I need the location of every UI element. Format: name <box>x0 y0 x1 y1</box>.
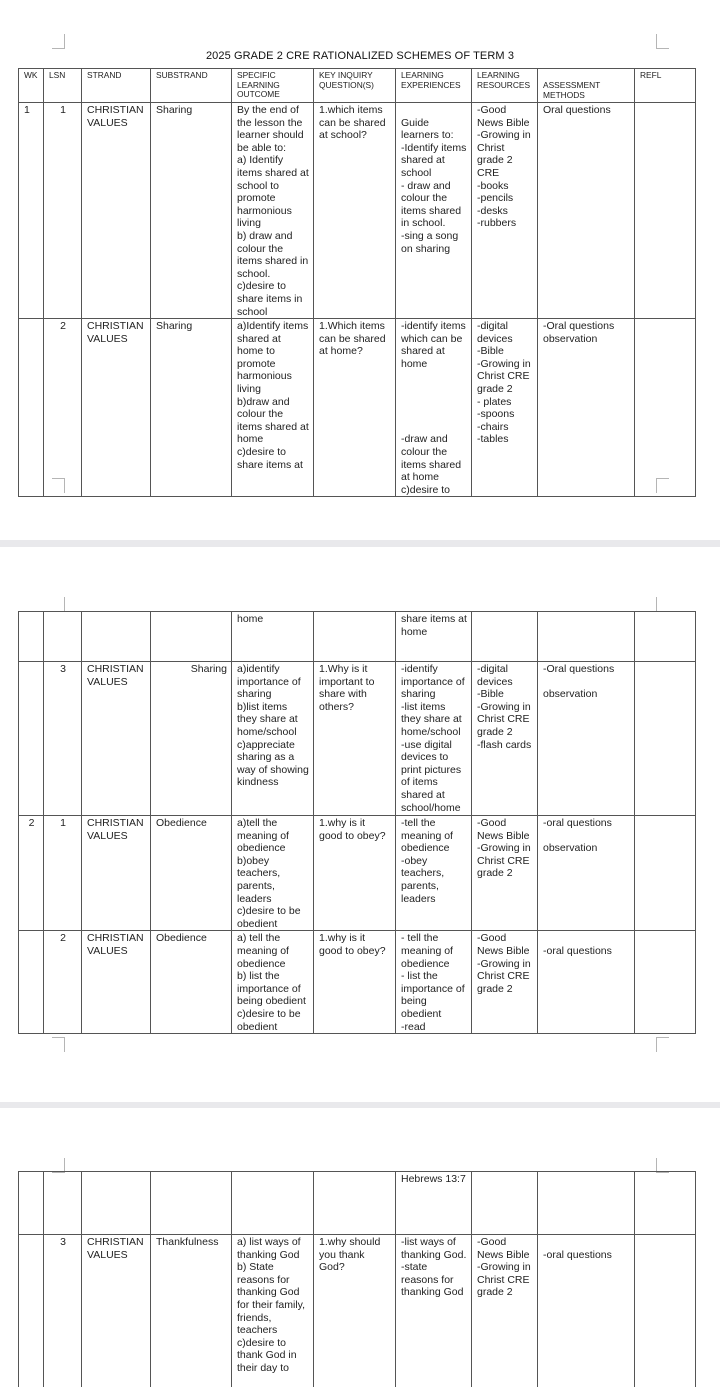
cell-outcome: a)tell the meaning of obedience b)obey teachers, parents, leaders c)desire to be obedient <box>232 816 314 931</box>
cell-assessment: -Oral questions observation <box>538 662 635 816</box>
cell-experiences: -list ways of thanking God. -state reasons for thanking God <box>396 1235 472 1387</box>
cell-strand: CHRISTIAN VALUES <box>82 816 151 931</box>
cell-experiences: - tell the meaning of obedience - list the importance of being obedient -read <box>396 931 472 1034</box>
cell-reflection <box>635 662 696 816</box>
cell-strand: CHRISTIAN VALUES <box>82 662 151 816</box>
cell-experiences: Guide learners to: -Identify items shared at school - draw and colour the items shared in school. -sing a song on sharing <box>396 103 472 319</box>
header-reflection: REFL <box>635 69 696 103</box>
cell-question <box>314 1172 396 1235</box>
cell-reflection <box>635 103 696 319</box>
cell-reflection <box>635 319 696 497</box>
cell-experiences: Hebrews 13:7 <box>396 1172 472 1235</box>
cell-lsn: 2 <box>44 931 82 1034</box>
cell-reflection <box>635 816 696 931</box>
cell-lsn <box>44 1172 82 1235</box>
page-1 <box>0 0 720 540</box>
cell-resources <box>472 612 538 662</box>
page-3 <box>0 1108 720 1387</box>
header-learning-resources: LEARNING RESOURCES <box>472 69 538 103</box>
cell-outcome: a)Identify items shared at home to promote harmonious living b)draw and colour the items shared at home c)desire to share items at <box>232 319 314 497</box>
cell-lsn: 1 <box>44 103 82 319</box>
cell-experiences: -identify importance of sharing -list items they share at home/school -use digital devices to print pictures of items shared at school/home <box>396 662 472 816</box>
page-2 <box>0 547 720 1102</box>
cell-question: 1.why is it good to obey? <box>314 816 396 931</box>
cell-lsn: 2 <box>44 319 82 497</box>
cell-assessment <box>538 612 635 662</box>
cell-assessment: Oral questions <box>538 103 635 319</box>
cell-wk <box>19 1172 44 1235</box>
cell-resources: -digital devices -Bible -Growing in Christ CRE grade 2 -flash cards <box>472 662 538 816</box>
header-learning-experiences: LEARNING EXPERIENCES <box>396 69 472 103</box>
page-corner-mark <box>656 34 669 49</box>
cell-wk <box>19 612 44 662</box>
table-row <box>19 931 696 1034</box>
cell-assessment: -oral questions <box>538 1235 635 1387</box>
cell-wk <box>19 931 44 1034</box>
page-corner-mark <box>52 597 65 612</box>
cell-assessment: -oral questions <box>538 931 635 1034</box>
table-row <box>19 1172 696 1235</box>
cell-substrand <box>151 612 232 662</box>
cell-question <box>314 612 396 662</box>
header-strand: STRAND <box>82 69 151 103</box>
cell-outcome <box>232 1172 314 1235</box>
cell-strand: CHRISTIAN VALUES <box>82 319 151 497</box>
page-corner-mark <box>52 34 65 49</box>
cell-strand: CHRISTIAN VALUES <box>82 103 151 319</box>
cell-resources <box>472 1172 538 1235</box>
cell-wk: 2 <box>19 816 44 931</box>
header-substrand: SUBSTRAND <box>151 69 232 103</box>
cell-lsn <box>44 612 82 662</box>
cell-assessment <box>538 1172 635 1235</box>
cell-substrand: Sharing <box>151 319 232 497</box>
cell-lsn: 1 <box>44 816 82 931</box>
cell-substrand: Thankfulness <box>151 1235 232 1387</box>
page-gap <box>0 540 720 547</box>
table-row <box>19 662 696 816</box>
cell-reflection <box>635 612 696 662</box>
cell-wk <box>19 1235 44 1387</box>
cell-experiences: -identify items which can be shared at home -draw and colour the items shared at home c)desire to <box>396 319 472 497</box>
page-corner-mark <box>656 597 669 612</box>
header-key-question: KEY INQUIRY QUESTION(S) <box>314 69 396 103</box>
cell-resources: -digital devices -Bible -Growing in Christ CRE grade 2 - plates -spoons -chairs -tables <box>472 319 538 497</box>
cell-substrand: Sharing <box>151 103 232 319</box>
cell-substrand: Obedience <box>151 931 232 1034</box>
cell-substrand: Obedience <box>151 816 232 931</box>
cell-assessment: -Oral questions observation <box>538 319 635 497</box>
cell-lsn: 3 <box>44 662 82 816</box>
table-row <box>19 1235 696 1387</box>
cell-question: 1.which items can be shared at school? <box>314 103 396 319</box>
cell-resources: -Good News Bible -Growing in Christ CRE grade 2 <box>472 1235 538 1387</box>
document-title: 2025 GRADE 2 CRE RATIONALIZED SCHEMES OF TERM 3 <box>205 50 515 62</box>
cell-wk: 1 <box>19 103 44 319</box>
page-corner-mark <box>656 478 669 493</box>
table-row <box>19 319 696 497</box>
header-assessment-methods: ASSESSMENT METHODS <box>538 69 635 103</box>
header-specific-outcome: SPECIFIC LEARNING OUTCOME <box>232 69 314 103</box>
cell-resources: -Good News Bible -Growing in Christ grade 2 CRE -books -pencils -desks -rubbers <box>472 103 538 319</box>
table-row <box>19 103 696 319</box>
cell-reflection <box>635 931 696 1034</box>
cell-lsn: 3 <box>44 1235 82 1387</box>
cell-outcome: By the end of the lesson the learner should be able to: a) Identify items shared at school to promote harmonious living b) draw and colour the items shared in school. c)desire to share items in school <box>232 103 314 319</box>
cell-outcome: a) tell the meaning of obedience b) list the importance of being obedient c)desire to be obedient <box>232 931 314 1034</box>
scheme-table <box>18 1171 696 1387</box>
cell-strand <box>82 612 151 662</box>
cell-question: 1.why should you thank God? <box>314 1235 396 1387</box>
cell-experiences: -tell the meaning of obedience -obey teachers, parents, leaders <box>396 816 472 931</box>
cell-experiences: share items at home <box>396 612 472 662</box>
cell-substrand <box>151 1172 232 1235</box>
cell-question: 1.Why is it important to share with others? <box>314 662 396 816</box>
page-corner-mark <box>52 478 65 493</box>
cell-resources: -Good News Bible -Growing in Christ CRE grade 2 <box>472 816 538 931</box>
cell-reflection <box>635 1172 696 1235</box>
page-corner-mark <box>52 1037 65 1052</box>
cell-wk <box>19 662 44 816</box>
cell-strand: CHRISTIAN VALUES <box>82 1235 151 1387</box>
scheme-table <box>18 68 696 497</box>
cell-wk <box>19 319 44 497</box>
page-corner-mark <box>656 1037 669 1052</box>
cell-strand: CHRISTIAN VALUES <box>82 931 151 1034</box>
table-row <box>19 612 696 662</box>
table-row <box>19 816 696 931</box>
header-wk: WK <box>19 69 44 103</box>
cell-outcome: home <box>232 612 314 662</box>
cell-strand <box>82 1172 151 1235</box>
scheme-table <box>18 611 696 1034</box>
header-lsn: LSN <box>44 69 82 103</box>
cell-assessment: -oral questions observation <box>538 816 635 931</box>
cell-outcome: a)identify importance of sharing b)list items they share at home/school c)appreciate sharing as a way of showing kindness <box>232 662 314 816</box>
cell-outcome: a) list ways of thanking God b) State reasons for thanking God for their family, friends, teachers c)desire to thank God in their day to <box>232 1235 314 1387</box>
cell-question: 1.Which items can be shared at home? <box>314 319 396 497</box>
table-header-row <box>19 69 696 103</box>
cell-resources: -Good News Bible -Growing in Christ CRE grade 2 <box>472 931 538 1034</box>
cell-reflection <box>635 1235 696 1387</box>
cell-substrand: Sharing <box>151 662 232 816</box>
cell-question: 1.why is it good to obey? <box>314 931 396 1034</box>
